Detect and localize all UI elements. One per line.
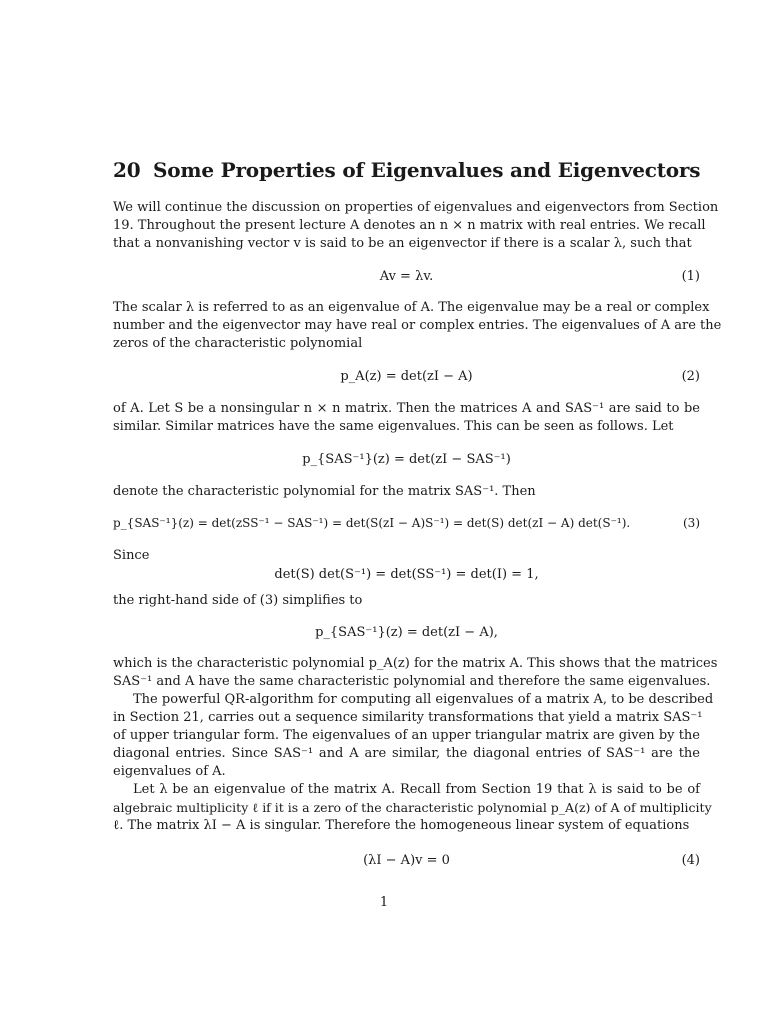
equation-number: (1) [681, 269, 700, 284]
equation [113, 268, 700, 286]
equation-body: Av = λv. [379, 269, 434, 284]
equation-body: p_{SAS⁻¹}(z) = det(zI − A), [315, 625, 498, 640]
body-line: We will continue the discussion on properties of eigenvalues and eigenvectors from Section [113, 200, 719, 215]
body-line: similar. Similar matrices have the same eigenvalues. This can be seen as follows. Let [113, 419, 674, 434]
equation-body: p_A(z) = det(zI − A) [340, 369, 473, 384]
body-line: SAS⁻¹ and A have the same characteristic polynomial and therefore the same eigenvalues. [113, 674, 711, 689]
equation [113, 451, 700, 469]
equation-number: (3) [683, 516, 700, 530]
body-line: number and the eigenvector may have real or complex entries. The eigenvalues of A are the [113, 318, 722, 333]
section-number: 20 [113, 158, 141, 182]
equation-body: p_{SAS⁻¹}(z) = det(zSS⁻¹ − SAS⁻¹) = det(S(zI − A)S⁻¹) = det(S) det(zI − A) det(S⁻¹). [113, 516, 631, 530]
equation [113, 368, 700, 386]
section-heading [113, 158, 700, 182]
body-line: Let λ be an eigenvalue of the matrix A. Recall from Section 19 that λ is said to be of [133, 782, 700, 797]
section-title: Some Properties of Eigenvalues and Eigenvectors [153, 158, 701, 182]
equation [113, 852, 700, 870]
equation [113, 514, 700, 532]
body-line: diagonal entries. Since SAS⁻¹ and A are similar, the diagonal entries of SAS⁻¹ are the [113, 746, 700, 761]
equation-number: (2) [681, 369, 700, 384]
body-line: Since [113, 548, 150, 563]
equation-body: (λI − A)v = 0 [363, 853, 450, 868]
equation-body: det(S) det(S⁻¹) = det(SS⁻¹) = det(I) = 1, [274, 567, 539, 582]
body-line: of upper triangular form. The eigenvalues of an upper triangular matrix are given by the [113, 728, 700, 743]
page-number: 1 [379, 895, 389, 910]
body-line: The scalar λ is referred to as an eigenvalue of A. The eigenvalue may be a real or complex [113, 300, 710, 315]
body-line: The powerful QR-algorithm for computing all eigenvalues of a matrix A, to be described [133, 692, 714, 707]
body-line: algebraic multiplicity ℓ if it is a zero of the characteristic polynomial p_A(z) of A of multiplicity [113, 800, 712, 815]
body-line: that a nonvanishing vector v is said to be an eigenvector if there is a scalar λ, such that [113, 236, 692, 251]
equation [113, 624, 700, 642]
body-line: eigenvalues of A. [113, 764, 226, 779]
body-line: in Section 21, carries out a sequence similarity transformations that yield a matrix SAS⁻¹ [113, 710, 703, 725]
body-line: the right-hand side of (3) simplifies to [113, 593, 363, 608]
equation [113, 566, 700, 584]
equation-body: p_{SAS⁻¹}(z) = det(zI − SAS⁻¹) [302, 452, 511, 467]
body-line: which is the characteristic polynomial p_A(z) for the matrix A. This shows that the matrices [113, 656, 718, 671]
body-line: ℓ. The matrix λI − A is singular. Therefore the homogeneous linear system of equations [113, 818, 690, 833]
body-line: of A. Let S be a nonsingular n × n matrix. Then the matrices A and SAS⁻¹ are said to be [113, 401, 700, 416]
equation-number: (4) [681, 853, 700, 868]
body-line: denote the characteristic polynomial for the matrix SAS⁻¹. Then [113, 484, 536, 499]
body-line: zeros of the characteristic polynomial [113, 336, 363, 351]
body-line: 19. Throughout the present lecture A denotes an n × n matrix with real entries. We recall [113, 218, 706, 233]
